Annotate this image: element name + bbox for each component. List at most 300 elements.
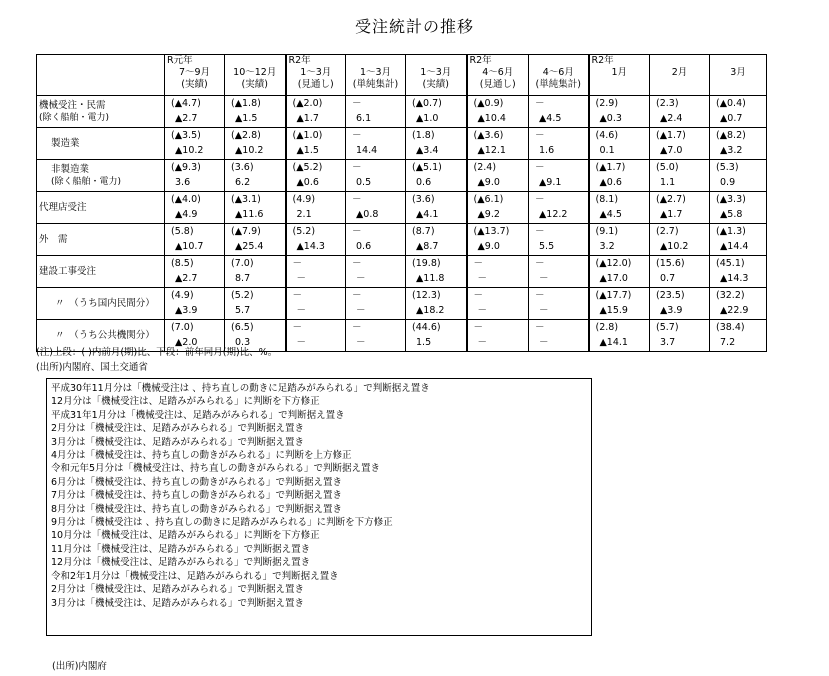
mom-value: (23.5) [656, 290, 685, 301]
mom-value: (2.7) [656, 226, 679, 237]
mom-value: － [535, 226, 545, 237]
mom-value: － [473, 290, 484, 301]
mom-value: (2.9) [595, 98, 619, 109]
data-cell [710, 256, 767, 288]
header-period: 1～3月 [359, 67, 392, 78]
data-cell [346, 224, 406, 256]
yoy-value: ▲17.0 [599, 273, 628, 284]
data-cell [650, 256, 710, 288]
mom-value: － [535, 258, 545, 269]
data-cell [225, 128, 286, 160]
data-cell [529, 192, 589, 224]
yoy-value: 0.5 [356, 177, 372, 188]
yoy-value: ▲0.3 [599, 113, 622, 124]
mom-value: (44.6) [412, 322, 441, 333]
data-cell [467, 320, 529, 352]
box-source: (出所)内閣府 [52, 661, 107, 672]
mom-value: － [473, 258, 484, 269]
data-cell [346, 128, 406, 160]
table-row [37, 96, 767, 128]
data-cell [650, 128, 710, 160]
table-row [37, 192, 767, 224]
judgment-line: 2月分は「機械受注は、足踏みがみられる」で判断据え置き [51, 423, 305, 435]
judgment-line: 2月分は「機械受注は、足踏みがみられる」で判断据え置き [51, 584, 305, 596]
data-cell [467, 288, 529, 320]
row-label-cell [37, 256, 165, 288]
data-cell [406, 192, 467, 224]
mom-value: (3.6) [231, 162, 254, 173]
row-label-cell [37, 96, 165, 128]
data-cell [589, 224, 650, 256]
yoy-value: ▲10.2 [235, 145, 264, 156]
data-cell [589, 192, 650, 224]
judgment-line: 平成31年1月分は「機械受注は、足踏みがみられる」で判断据え置き [51, 409, 345, 421]
header-period: 2月 [671, 67, 688, 78]
data-cell [529, 160, 589, 192]
header-yr: R2年 [288, 55, 311, 66]
judgment-line: 6月分は「機械受注は、持ち直しの動きがみられる」で判断据え置き [51, 476, 343, 488]
yoy-value: ▲4.5 [599, 209, 622, 220]
header-type [590, 79, 650, 91]
data-cell [346, 256, 406, 288]
row-label: 外 需 [39, 233, 68, 245]
mom-value: (5.0) [656, 162, 679, 173]
yoy-value: ▲14.4 [720, 241, 749, 252]
mom-value: (19.8) [412, 258, 441, 269]
data-cell [529, 320, 589, 352]
judgment-line: 令和2年1月分は「機械受注は、足踏みがみられる」で判断据え置き [51, 570, 339, 582]
mom-value: (8.5) [171, 258, 194, 269]
data-cell [286, 160, 346, 192]
header-type: (見通し) [479, 79, 516, 90]
data-cell [165, 224, 225, 256]
mom-value: (▲5.1) [412, 162, 442, 173]
column-header [467, 55, 529, 96]
yoy-value: ▲9.2 [477, 209, 500, 220]
header-type: (単純集計) [535, 79, 581, 90]
mom-value: (6.5) [231, 322, 254, 333]
data-cell [225, 160, 286, 192]
data-cell [346, 96, 406, 128]
data-cell [650, 320, 710, 352]
yoy-value: ▲9.0 [477, 241, 500, 252]
table-row [37, 160, 767, 192]
data-cell [406, 96, 467, 128]
mom-value: － [352, 130, 362, 141]
header-period: 4～6月 [542, 67, 574, 78]
mom-value: － [352, 98, 362, 109]
mom-value: (5.7) [656, 322, 679, 333]
mom-value: (▲9.3) [171, 162, 201, 173]
data-cell [650, 288, 710, 320]
yoy-value: 0.6 [356, 241, 372, 252]
row-label: 製造業 [51, 137, 80, 149]
table-row [37, 128, 767, 160]
mom-value: (▲5.2) [292, 162, 323, 173]
mom-value: (▲3.5) [171, 130, 201, 141]
data-cell [710, 288, 767, 320]
yoy-value: 0.3 [235, 337, 251, 348]
data-cell [225, 96, 286, 128]
yoy-value: ▲7.0 [660, 145, 683, 156]
table-note: (注)上段：( )内前月(期)比、下段：前年同月(期)比、%。 [36, 347, 278, 358]
mom-value: － [535, 194, 545, 205]
data-cell [467, 128, 529, 160]
mom-value: (38.4) [716, 322, 745, 333]
mom-value: － [292, 258, 303, 269]
data-cell [710, 320, 767, 352]
judgment-line: 7月分は「機械受注は、持ち直しの動きがみられる」で判断据え置き [51, 490, 343, 502]
row-label: 〃 （うち公共機関分） [55, 329, 155, 341]
data-cell [346, 160, 406, 192]
mom-value: (15.6) [656, 258, 685, 269]
yoy-value: － [356, 337, 366, 348]
yoy-value: ▲3.4 [416, 145, 439, 156]
header-type: (実績) [241, 79, 268, 90]
mom-value: － [535, 162, 545, 173]
data-cell [529, 224, 589, 256]
yoy-value: ▲0.6 [599, 177, 622, 188]
mom-value: － [292, 290, 303, 301]
yoy-value: － [477, 273, 488, 284]
data-cell [710, 160, 767, 192]
mom-value: (▲0.7) [412, 98, 442, 109]
mom-value: (7.0) [231, 258, 254, 269]
yoy-value: ▲0.7 [720, 113, 743, 124]
column-header [529, 55, 589, 96]
yoy-value: ▲14.3 [296, 241, 325, 252]
header-period: 1～3月 [420, 67, 452, 78]
yoy-value: － [356, 305, 366, 316]
mom-value: (9.1) [595, 226, 619, 237]
data-cell [529, 256, 589, 288]
yoy-value: 6.2 [235, 177, 251, 188]
data-cell [286, 320, 346, 352]
yoy-value: － [539, 273, 549, 284]
mom-value: (2.8) [595, 322, 619, 333]
mom-value: (▲12.0) [595, 258, 632, 269]
header-yr: R元年 [167, 55, 193, 66]
mom-value: (5.2) [231, 290, 254, 301]
judgment-line: 9月分は「機械受注は 、持ち直しの動きに足踏みがみられる」に判断を下方修正 [51, 517, 393, 529]
data-cell [406, 224, 467, 256]
header-yr: R2年 [591, 55, 614, 66]
data-cell [710, 96, 767, 128]
row-label: 非製造業 [51, 163, 90, 175]
mom-value: (▲7.9) [231, 226, 261, 237]
data-cell [286, 128, 346, 160]
data-cell [346, 288, 406, 320]
data-cell [589, 128, 650, 160]
yoy-value: ▲1.7 [296, 113, 319, 124]
yoy-value: 0.9 [720, 177, 736, 188]
data-cell [467, 96, 529, 128]
table-source: (出所)内閣府、国土交通省 [36, 362, 148, 373]
mom-value: (▲4.0) [171, 194, 201, 205]
data-cell [650, 160, 710, 192]
mom-value: (4.9) [292, 194, 316, 205]
mom-value: － [535, 130, 545, 141]
data-cell [406, 256, 467, 288]
mom-value: (7.0) [171, 322, 194, 333]
header-type [650, 79, 709, 91]
yoy-value: － [356, 273, 366, 284]
data-cell [225, 224, 286, 256]
mom-value: (1.8) [412, 130, 435, 141]
yoy-value: － [539, 337, 549, 348]
mom-value: (▲0.9) [473, 98, 504, 109]
yoy-value: ▲10.2 [175, 145, 204, 156]
column-header [589, 55, 650, 96]
yoy-value: ▲9.1 [539, 177, 562, 188]
header-yr [225, 55, 285, 67]
yoy-value: 5.7 [235, 305, 251, 316]
mom-value: (45.1) [716, 258, 745, 269]
mom-value: (▲3.6) [473, 130, 504, 141]
yoy-value: ▲10.4 [477, 113, 506, 124]
row-label-cell [37, 160, 165, 192]
yoy-value: ▲18.2 [416, 305, 445, 316]
judgment-line: 12月分は「機械受注は、足踏みがみられる」に判断を下方修正 [51, 396, 320, 408]
yoy-value: 7.2 [720, 337, 736, 348]
mom-value: (3.6) [412, 194, 435, 205]
data-cell [165, 288, 225, 320]
data-cell [710, 128, 767, 160]
yoy-value: ▲14.3 [720, 273, 749, 284]
yoy-value: 3.6 [175, 177, 191, 188]
yoy-value: 2.1 [296, 209, 312, 220]
yoy-value: 3.2 [599, 241, 615, 252]
row-label-cell [37, 224, 165, 256]
mom-value: (12.3) [412, 290, 441, 301]
data-cell [710, 192, 767, 224]
yoy-value: ▲9.0 [477, 177, 500, 188]
yoy-value: ▲11.8 [416, 273, 445, 284]
yoy-value: ▲4.5 [539, 113, 562, 124]
yoy-value: ▲0.6 [296, 177, 319, 188]
mom-value: (▲2.8) [231, 130, 261, 141]
data-cell [346, 192, 406, 224]
judgment-line: 12月分は「機械受注は、足踏みがみられる」で判断据え置き [51, 557, 311, 569]
data-cell [650, 224, 710, 256]
data-cell [589, 160, 650, 192]
table-row [37, 288, 767, 320]
mom-value: (▲3.1) [231, 194, 261, 205]
data-cell [225, 256, 286, 288]
data-cell [710, 224, 767, 256]
row-label-cell [37, 288, 165, 320]
judgment-line: 11月分は「機械受注は、足踏みがみられる」で判断据え置き [51, 543, 311, 555]
yoy-value: 0.1 [599, 145, 615, 156]
mom-value: (▲1.7) [656, 130, 686, 141]
data-cell [406, 288, 467, 320]
yoy-value: 1.1 [660, 177, 676, 188]
mom-value: (▲0.4) [716, 98, 746, 109]
data-cell [467, 224, 529, 256]
data-cell [165, 160, 225, 192]
mom-value: － [352, 322, 362, 333]
header-yr [529, 55, 588, 67]
mom-value: (▲8.2) [716, 130, 746, 141]
data-cell [589, 288, 650, 320]
data-cell [467, 160, 529, 192]
yoy-value: ▲2.4 [660, 113, 683, 124]
row-label-cell [37, 128, 165, 160]
data-cell [650, 192, 710, 224]
data-cell [529, 96, 589, 128]
yoy-value: ▲2.0 [175, 337, 198, 348]
data-cell [529, 128, 589, 160]
row-label-cell [37, 192, 165, 224]
yoy-value: 8.7 [235, 273, 251, 284]
mom-value: (32.2) [716, 290, 745, 301]
data-cell [286, 192, 346, 224]
data-cell [467, 192, 529, 224]
data-cell [589, 96, 650, 128]
mom-value: (5.8) [171, 226, 194, 237]
mom-value: － [292, 322, 303, 333]
mom-value: (▲4.7) [171, 98, 201, 109]
mom-value: (5.2) [292, 226, 316, 237]
yoy-value: ▲14.1 [599, 337, 628, 348]
row-sublabel: (除く船舶・電力) [39, 112, 110, 123]
yoy-value: － [477, 305, 488, 316]
mom-value: (▲3.3) [716, 194, 746, 205]
yoy-value: ▲1.0 [416, 113, 439, 124]
row-label: 代理店受注 [39, 201, 87, 213]
header-row [37, 55, 767, 96]
data-cell [529, 288, 589, 320]
yoy-value: ▲2.7 [175, 273, 198, 284]
header-yr [406, 55, 466, 67]
judgment-line: 4月分は「機械受注は、持ち直しの動きがみられる」に判断を上方修正 [51, 450, 352, 462]
header-type: (実績) [181, 79, 208, 90]
yoy-value: 3.7 [660, 337, 676, 348]
mom-value: (▲1.3) [716, 226, 746, 237]
data-cell [589, 256, 650, 288]
data-cell [406, 160, 467, 192]
judgment-line: 8月分は「機械受注は、持ち直しの動きがみられる」で判断据え置き [51, 503, 343, 515]
order-statistics-table [36, 54, 767, 352]
header-period: 4～6月 [482, 67, 514, 78]
row-label: 建設工事受注 [39, 265, 97, 277]
data-cell [650, 96, 710, 128]
row-label: 〃 （うち国内民間分） [55, 297, 155, 309]
yoy-value: 0.6 [416, 177, 432, 188]
header-type: (実績) [422, 79, 449, 90]
column-header [286, 55, 346, 96]
header-type: (見通し) [297, 79, 334, 90]
mom-value: － [535, 98, 545, 109]
data-cell [286, 256, 346, 288]
column-header [225, 55, 286, 96]
yoy-value: ▲25.4 [235, 241, 264, 252]
yoy-value: ▲11.6 [235, 209, 264, 220]
yoy-value: ▲10.7 [175, 241, 204, 252]
data-cell [467, 256, 529, 288]
column-header [346, 55, 406, 96]
yoy-value: － [296, 305, 307, 316]
mom-value: (▲2.7) [656, 194, 686, 205]
data-cell [589, 320, 650, 352]
data-cell [165, 128, 225, 160]
yoy-value: － [477, 337, 488, 348]
mom-value: － [352, 162, 362, 173]
mom-value: (▲2.0) [292, 98, 323, 109]
judgment-history-box [46, 378, 592, 636]
mom-value: － [473, 322, 484, 333]
data-cell [225, 192, 286, 224]
mom-value: (4.9) [171, 290, 194, 301]
column-header [650, 55, 710, 96]
data-cell [286, 96, 346, 128]
header-yr [710, 55, 766, 67]
judgment-line: 平成30年11月分は「機械受注は 、持ち直しの動きに足踏みがみられる」で判断据え置き [51, 383, 430, 394]
yoy-value: ▲1.5 [235, 113, 258, 124]
yoy-value: ▲10.2 [660, 241, 689, 252]
mom-value: － [535, 322, 545, 333]
column-header [710, 55, 767, 96]
table-row [37, 224, 767, 256]
mom-value: － [352, 194, 362, 205]
mom-value: － [535, 290, 545, 301]
mom-value: (5.3) [716, 162, 739, 173]
mom-value: (2.3) [656, 98, 679, 109]
yoy-value: ▲3.9 [175, 305, 198, 316]
header-period: 1月 [611, 67, 628, 78]
mom-value: (▲1.0) [292, 130, 323, 141]
judgment-line: 3月分は「機械受注は、足踏みがみられる」で判断据え置き [51, 597, 305, 609]
yoy-value: － [539, 305, 549, 316]
row-sublabel: (除く船舶・電力) [51, 176, 122, 187]
judgment-line: 令和元年5月分は「機械受注は、持ち直しの動きがみられる」で判断据え置き [51, 463, 381, 475]
yoy-value: 14.4 [356, 145, 378, 156]
mom-value: (8.7) [412, 226, 435, 237]
header-type: (単純集計) [352, 79, 399, 90]
mom-value: (▲6.1) [473, 194, 504, 205]
header-yr [346, 55, 405, 67]
yoy-value: 6.1 [356, 113, 372, 124]
data-cell [165, 256, 225, 288]
yoy-value: ▲4.9 [175, 209, 198, 220]
page-title: 受注統計の推移 [354, 17, 474, 36]
yoy-value: 1.6 [539, 145, 555, 156]
mom-value: (2.4) [473, 162, 497, 173]
mom-value: － [352, 258, 362, 269]
yoy-value: ▲2.7 [175, 113, 198, 124]
data-cell [286, 224, 346, 256]
yoy-value: 5.5 [539, 241, 555, 252]
yoy-value: ▲0.8 [356, 209, 379, 220]
header-period: 1～3月 [300, 67, 332, 78]
judgment-line: 3月分は「機械受注は、足踏みがみられる」で判断据え置き [51, 436, 305, 448]
header-period: 7～9月 [178, 67, 211, 78]
header-yr: R2年 [469, 55, 492, 66]
column-header [406, 55, 467, 96]
yoy-value: ▲4.1 [416, 209, 439, 220]
yoy-value: ▲22.9 [720, 305, 749, 316]
mom-value: (4.6) [595, 130, 619, 141]
yoy-value: ▲15.9 [599, 305, 628, 316]
yoy-value: ▲8.7 [416, 241, 439, 252]
yoy-value: ▲5.8 [720, 209, 743, 220]
column-header [165, 55, 225, 96]
yoy-value: － [296, 273, 307, 284]
header-type [710, 79, 766, 91]
judgment-line: 10月分は「機械受注は、足踏みがみられる」に判断を下方修正 [51, 530, 320, 542]
data-cell [406, 128, 467, 160]
yoy-value: ▲1.7 [660, 209, 683, 220]
